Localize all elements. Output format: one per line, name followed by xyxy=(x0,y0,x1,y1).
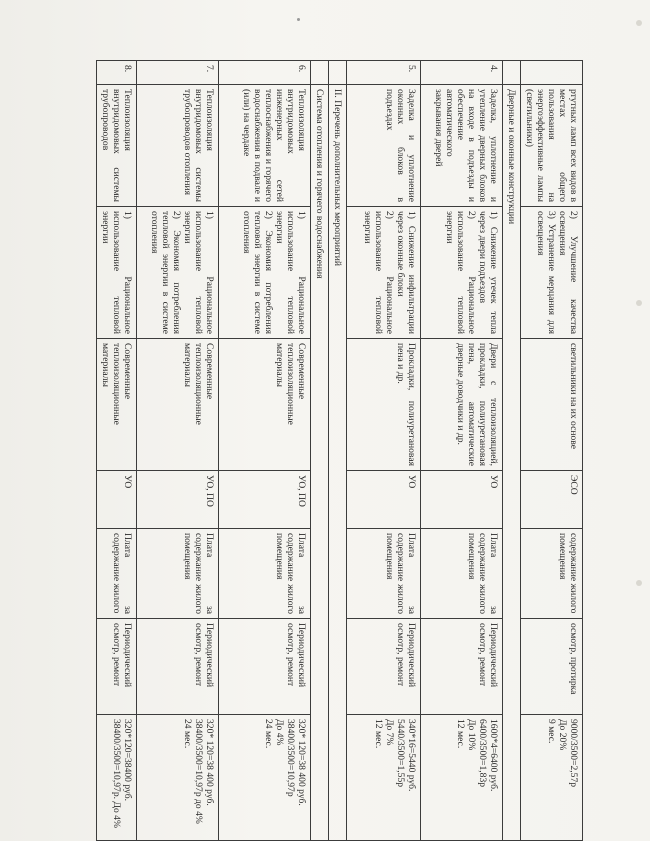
cell-executor: ЭСО xyxy=(521,471,583,529)
cell-maintenance: Периодический осмотр, ремонт xyxy=(347,619,421,715)
cell-num xyxy=(311,61,329,85)
cell-equipment: светильники на их основе xyxy=(521,339,583,471)
cell-effect: 1) Рациональное использование тепловой энергии xyxy=(97,207,137,339)
section-row xyxy=(503,61,521,841)
cell-executor: УО xyxy=(347,471,421,529)
scan-speck xyxy=(297,18,300,21)
table-row xyxy=(347,61,421,841)
cell-effect: 1) Снижение утечек тепла через двери подъездов 2) Рациональное использование тепловой энергии xyxy=(421,207,503,339)
cell-effect: 1) Снижение инфильтрации через оконные блоки 2) Рациональное использование тепловой энергии xyxy=(347,207,421,339)
cell-cost: 320* 120=38 400 руб. 38400/3500=10,97р до 4% 24 мес. xyxy=(137,715,219,841)
cell-cost: 340*16=5440 руб. 5440/3500=1,55р До 7% 12 мес. xyxy=(347,715,421,841)
cell-cost: 320* 120=38 400 руб. 38400/3500=10,97р До 4% 24 мес. xyxy=(219,715,311,841)
cell-equipment: Современные теплоизоляционные материалы xyxy=(97,339,137,471)
cell-measure: Теплоизоляция внутридомовых инженерных сетей теплоснабжения и горячего водоснабжения в подвале и (или) на чердаке xyxy=(219,85,311,207)
cell-effect: 2) Улучшение качества освещения 3) Устранение мерцания для освещения xyxy=(521,207,583,339)
cell-cost: 320*120=38400 руб. 38400/3500=10,97р. До 4% xyxy=(97,715,137,841)
cell-source: Плата за содержание жилого помещения xyxy=(347,529,421,619)
cell-num: 4. xyxy=(421,61,503,85)
cell-maintenance: Периодический осмотр, ремонт xyxy=(421,619,503,715)
cell-equipment: Современные теплоизоляционные материалы xyxy=(219,339,311,471)
cell-executor: УО xyxy=(97,471,137,529)
cell-effect: 1) Рациональное использование тепловой энергии 2) Экономия потребления тепловой энергии в системе отопления xyxy=(137,207,219,339)
cell-equipment: Современные теплоизоляционные материалы xyxy=(137,339,219,471)
table-row xyxy=(421,61,503,841)
cell-effect: 1) Рациональное использование тепловой энергии 2) Экономия потребления тепловой энергии в системе отопления xyxy=(219,207,311,339)
cell-source: Плата за содержание жилого помещения xyxy=(219,529,311,619)
cell-cost: 1600*4=6400 руб. 6400/3500=1,83р До 10% 12 мес. xyxy=(421,715,503,841)
section-title: Система отопления и горячего водоснабжения xyxy=(311,85,329,841)
cell-source: содержание жилого помещения xyxy=(521,529,583,619)
cell-maintenance: Периодический осмотр, ремонт xyxy=(137,619,219,715)
cell-measure: Заделка, уплотнение и утепление дверных блоков на входе в подъезды и обеспечение автоматического закрывания дверей xyxy=(421,85,503,207)
table-row xyxy=(97,61,137,841)
cell-equipment: Двери с теплоизоляцией, прокладки, полиуретановая пена, автоматические дверные доводчики и др. xyxy=(421,339,503,471)
cell-measure: Теплоизоляция внутридомовых системы трубопроводов xyxy=(97,85,137,207)
cell-source: Плата за содержание жилого помещения xyxy=(137,529,219,619)
table-row xyxy=(521,61,583,841)
cell-executor: УО xyxy=(421,471,503,529)
cell-measure: ртутных ламп всех видов в местах общего пользования на энергоэффективные лампы (светильники) xyxy=(521,85,583,207)
cell-source: Плата за содержание жилого xyxy=(97,529,137,619)
cell-executor: УО, ПО xyxy=(219,471,311,529)
cell-maintenance: осмотр, протирка xyxy=(521,619,583,715)
section-title: II. Перечень дополнительных мероприятий xyxy=(329,85,347,841)
cell-source: Плата за содержание жилого помещения xyxy=(421,529,503,619)
cell-executor: УО, ПО xyxy=(137,471,219,529)
cell-num xyxy=(503,61,521,85)
cell-num: 7. xyxy=(137,61,219,85)
binder-hole xyxy=(636,20,642,26)
cell-measure: Заделка и уплотнение оконных блоков в подъездах xyxy=(347,85,421,207)
section-row xyxy=(311,61,329,841)
binder-hole xyxy=(636,580,642,586)
binder-holes xyxy=(624,0,644,841)
cell-num: 5. xyxy=(347,61,421,85)
cell-maintenance: Периодический осмотр, ремонт xyxy=(97,619,137,715)
rotated-table-container xyxy=(100,60,583,840)
cell-num: 8. xyxy=(97,61,137,85)
cell-maintenance: Периодический осмотр, ремонт xyxy=(219,619,311,715)
table-row xyxy=(137,61,219,841)
cell-measure: Теплоизоляция внутридомовых системы трубопроводов отопления xyxy=(137,85,219,207)
section-row xyxy=(329,61,347,841)
cell-num: 6. xyxy=(219,61,311,85)
measures-table xyxy=(96,60,583,841)
binder-hole xyxy=(636,300,642,306)
cell-num xyxy=(521,61,583,85)
cell-equipment: Прокладки, полиуретановая пена и др. xyxy=(347,339,421,471)
cell-cost: 9000/3500=2,57р До 20% 9 мес. xyxy=(521,715,583,841)
cell-num xyxy=(329,61,347,85)
section-title: Дверные и оконные конструкции xyxy=(503,85,521,841)
table-row xyxy=(219,61,311,841)
